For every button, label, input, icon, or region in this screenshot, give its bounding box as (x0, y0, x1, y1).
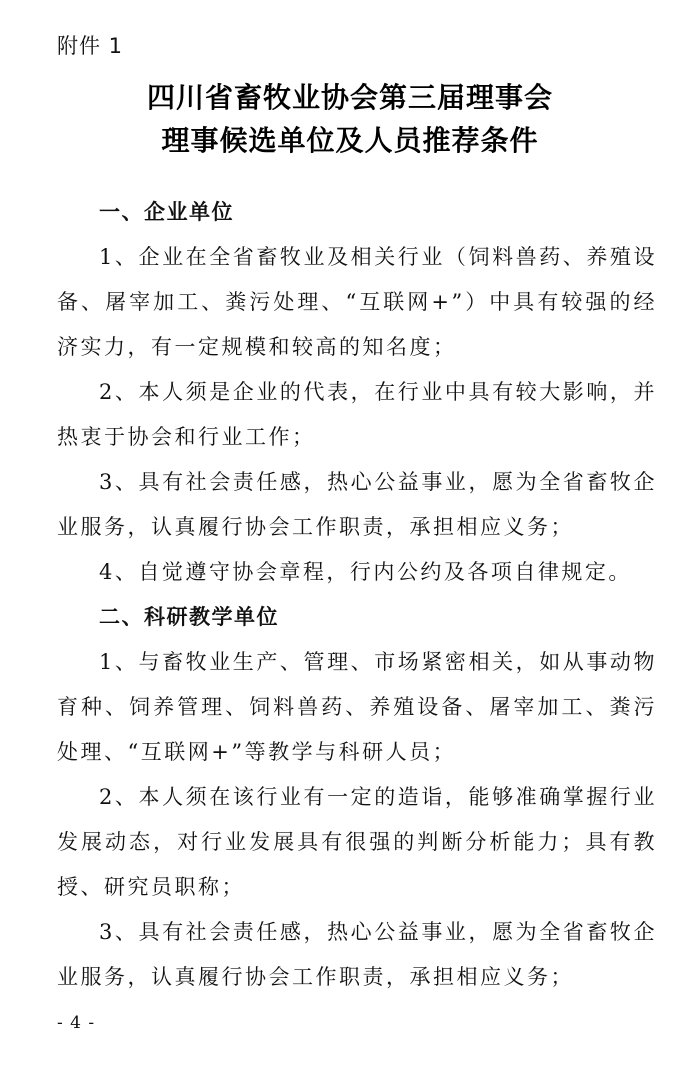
enterprise-item-3: 3、具有社会责任感，热心公益事业，愿为全省畜牧企业服务，认真履行协会工作职责，承担相应义务； (57, 470, 657, 539)
research-item-1: 1、与畜牧业生产、管理、市场紧密相关，如从事动物育种、饲养管理、饲料兽药、养殖设备、屠宰加工、粪污处理、“互联网+”等教学与科研人员； (57, 650, 657, 764)
document-title-line-1: 四川省畜牧业协会第三届理事会 (146, 81, 553, 114)
section-heading-research: 二、科研教学单位 (99, 605, 279, 629)
research-item-2: 2、本人须在该行业有一定的造诣，能够准确掌握行业发展动态，对行业发展具有很强的判断分析能力；具有教授、研究员职称； (57, 785, 657, 899)
enterprise-item-1: 1、企业在全省畜牧业及相关行业（饲料兽药、养殖设备、屠宰加工、粪污处理、“互联网+”）中具有较强的经济实力，有一定规模和较高的知名度； (57, 245, 657, 359)
document-body (57, 190, 657, 1000)
enterprise-item-4: 4、自觉遵守协会章程，行内公约及各项自律规定。 (99, 560, 632, 584)
page-number: - 4 - (57, 1013, 96, 1033)
document-title-line-2: 理事候选单位及人员推荐条件 (161, 124, 539, 157)
research-item-3: 3、具有社会责任感，热心公益事业，愿为全省畜牧企业服务，认真履行协会工作职责，承担相应义务； (57, 920, 657, 989)
attachment-label: 附件 1 (57, 34, 124, 58)
enterprise-item-2: 2、本人须是企业的代表，在行业中具有较大影响，并热衷于协会和行业工作； (57, 380, 657, 449)
section-heading-enterprise: 一、企业单位 (99, 200, 234, 224)
